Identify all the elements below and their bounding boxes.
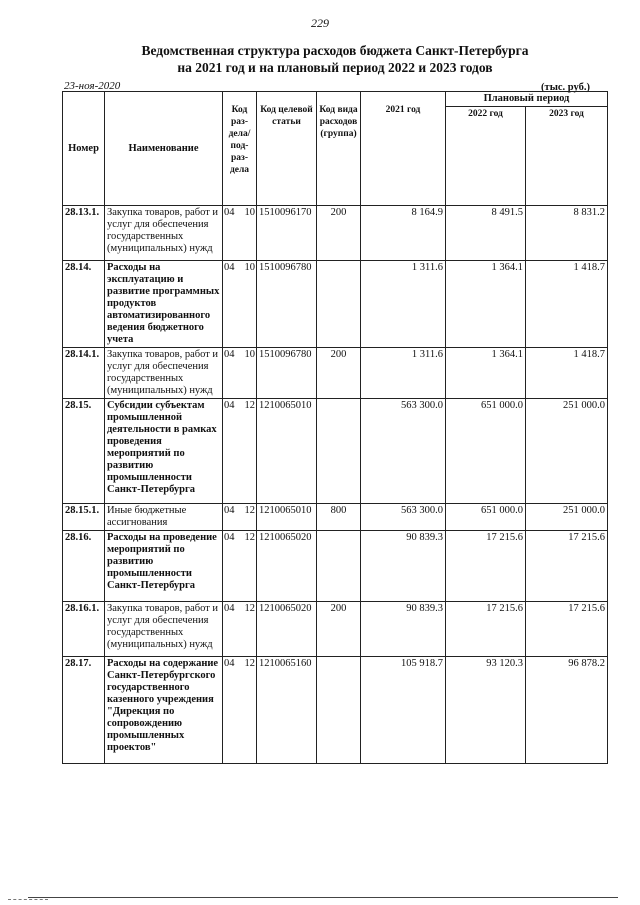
table-row	[63, 657, 608, 764]
row-name: Расходы на содержание Санкт-Петербургского государственного казенного учреждения "Дирекция по сопровождению промышленных проектов"	[105, 657, 223, 764]
row-section: 04	[224, 400, 235, 411]
row-2022: 8 491.5	[446, 206, 526, 261]
row-section: 04	[224, 207, 235, 218]
row-2021: 8 164.9	[361, 206, 446, 261]
row-number: 28.14.	[63, 261, 105, 348]
row-section: 04	[224, 505, 235, 516]
document-title	[60, 42, 610, 76]
row-subsection: 12	[244, 505, 255, 516]
row-expense-code: 200	[317, 206, 361, 261]
row-name: Закупка товаров, работ и услуг для обеспечения государственных (муниципальных) нужд	[105, 348, 223, 399]
budget-table	[62, 91, 608, 764]
row-2021: 1 311.6	[361, 348, 446, 399]
row-2023: 251 000.0	[526, 399, 608, 504]
table-row	[63, 261, 608, 348]
row-name: Иные бюджетные ассигнования	[105, 504, 223, 531]
row-target-code: 1210065160	[257, 657, 317, 764]
row-section: 04	[224, 349, 235, 360]
row-name: Расходы на проведение мероприятий по развитию промышленности Санкт-Петербурга	[105, 531, 223, 602]
row-number: 28.14.1.	[63, 348, 105, 399]
row-subsection: 12	[244, 658, 255, 669]
row-name: Субсидии субъектам промышленной деятельности в рамках проведения мероприятий по развитию промышленности Санкт-Петербурга	[105, 399, 223, 504]
bottom-dash-mark	[8, 899, 48, 900]
header-target: Код целевой статьи	[257, 92, 317, 206]
table-row	[63, 206, 608, 261]
table-row	[63, 399, 608, 504]
row-subsection: 12	[244, 400, 255, 411]
row-section-code	[223, 602, 257, 657]
row-2021: 1 311.6	[361, 261, 446, 348]
row-number: 28.15.	[63, 399, 105, 504]
row-number: 28.15.1.	[63, 504, 105, 531]
row-target-code: 1210065020	[257, 602, 317, 657]
row-number: 28.13.1.	[63, 206, 105, 261]
row-target-code: 1510096170	[257, 206, 317, 261]
header-name: Наименование	[105, 92, 223, 206]
row-target-code: 1210065020	[257, 531, 317, 602]
row-name: Закупка товаров, работ и услуг для обеспечения государственных (муниципальных) нужд	[105, 206, 223, 261]
row-2023: 1 418.7	[526, 348, 608, 399]
row-2023: 251 000.0	[526, 504, 608, 531]
title-line-2: на 2021 год и на плановый период 2022 и 2023 годов	[177, 60, 493, 75]
table-row	[63, 348, 608, 399]
row-expense-code	[317, 399, 361, 504]
row-section-code	[223, 348, 257, 399]
table-row	[63, 504, 608, 531]
row-number: 28.16.1.	[63, 602, 105, 657]
row-2022: 1 364.1	[446, 261, 526, 348]
table-body	[63, 206, 608, 764]
table-row	[63, 531, 608, 602]
header-2023: 2023 год	[526, 107, 608, 206]
row-subsection: 10	[244, 262, 255, 273]
row-section-code	[223, 531, 257, 602]
row-subsection: 12	[244, 603, 255, 614]
row-section-code	[223, 657, 257, 764]
row-expense-code: 200	[317, 348, 361, 399]
row-section-code	[223, 399, 257, 504]
row-number: 28.17.	[63, 657, 105, 764]
row-section-code	[223, 504, 257, 531]
row-section: 04	[224, 658, 235, 669]
row-2023: 17 215.6	[526, 602, 608, 657]
row-expense-code	[317, 531, 361, 602]
row-expense-code: 800	[317, 504, 361, 531]
row-2022: 17 215.6	[446, 531, 526, 602]
units-label: (тыс. руб.)	[541, 82, 590, 93]
row-name: Закупка товаров, работ и услуг для обеспечения государственных (муниципальных) нужд	[105, 602, 223, 657]
header-row-1	[63, 92, 608, 107]
row-name: Расходы на эксплуатацию и развитие программных продуктов автоматизированного ведения бюджетного учета	[105, 261, 223, 348]
row-section: 04	[224, 262, 235, 273]
row-2021: 90 839.3	[361, 602, 446, 657]
row-target-code: 1210065010	[257, 504, 317, 531]
row-expense-code	[317, 261, 361, 348]
row-2021: 563 300.0	[361, 399, 446, 504]
row-2021: 105 918.7	[361, 657, 446, 764]
row-2023: 1 418.7	[526, 261, 608, 348]
row-2022: 651 000.0	[446, 399, 526, 504]
page-number: 229	[311, 16, 329, 30]
row-2022: 17 215.6	[446, 602, 526, 657]
header-expense-type: Код вида расходов (группа)	[317, 92, 361, 206]
row-target-code: 1510096780	[257, 261, 317, 348]
row-subsection: 12	[244, 532, 255, 543]
header-2021: 2021 год	[361, 92, 446, 206]
row-expense-code	[317, 657, 361, 764]
header-2022: 2022 год	[446, 107, 526, 206]
row-2023: 8 831.2	[526, 206, 608, 261]
title-line-1: Ведомственная структура расходов бюджета Санкт-Петербурга	[141, 43, 529, 58]
row-target-code: 1510096780	[257, 348, 317, 399]
row-section: 04	[224, 603, 235, 614]
row-subsection: 10	[244, 207, 255, 218]
row-2021: 90 839.3	[361, 531, 446, 602]
row-subsection: 10	[244, 349, 255, 360]
header-section: Код раз-дела/ под-раз-дела	[223, 92, 257, 206]
bottom-rule	[28, 897, 618, 898]
document-date: 23-ноя-2020	[64, 80, 121, 92]
row-section: 04	[224, 532, 235, 543]
row-number: 28.16.	[63, 531, 105, 602]
table-row	[63, 602, 608, 657]
row-2021: 563 300.0	[361, 504, 446, 531]
row-target-code: 1210065010	[257, 399, 317, 504]
header-number: Номер	[63, 92, 105, 206]
row-expense-code: 200	[317, 602, 361, 657]
row-section-code	[223, 261, 257, 348]
row-2023: 17 215.6	[526, 531, 608, 602]
row-2023: 96 878.2	[526, 657, 608, 764]
row-section-code	[223, 206, 257, 261]
row-2022: 1 364.1	[446, 348, 526, 399]
header-planned-period: Плановый период	[446, 92, 608, 107]
row-2022: 93 120.3	[446, 657, 526, 764]
row-2022: 651 000.0	[446, 504, 526, 531]
